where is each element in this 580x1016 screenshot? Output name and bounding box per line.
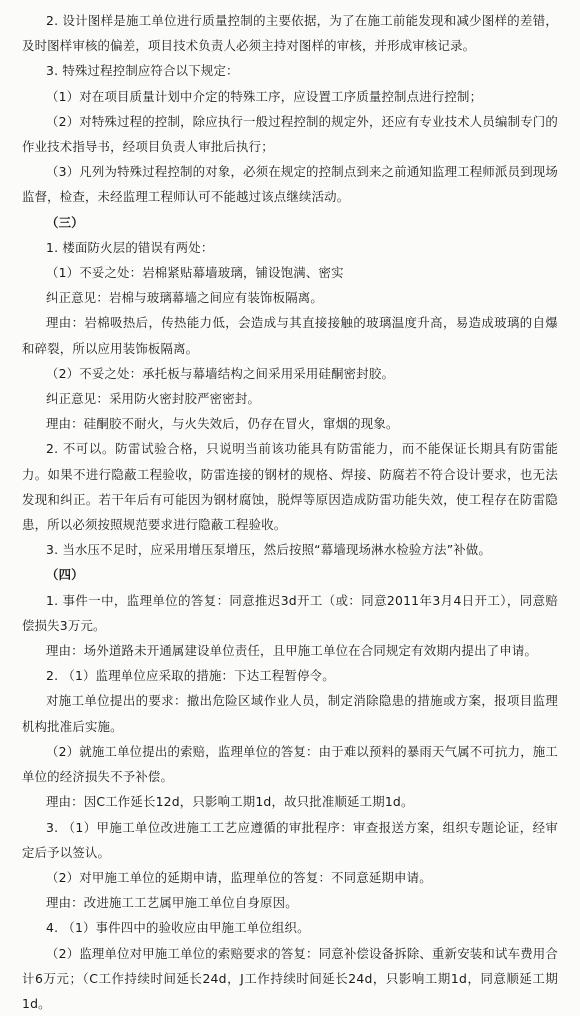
- paragraph: 理由：岩棉吸热后，传热能力低，会造成与其直接接触的玻璃温度升高，易造成玻璃的自爆和碎裂，所以应用装饰板隔离。: [22, 315, 558, 356]
- paragraph: （2）对甲施工单位的延期申请，监理单位的答复：不同意延期申请。: [46, 869, 432, 885]
- paragraph: 3. 特殊过程控制应符合以下规定：: [46, 63, 239, 79]
- paragraph: （2）监理单位对甲施工单位的索赔要求的答复：同意补偿设备拆除、重新安装和试车费用合计6万元；（C工作持续时间延长24d，J工作持续时间延长24d，只影响工期1d，同意顺延工期1d。: [22, 945, 558, 1011]
- paragraph: （3）凡列为特殊过程控制的对象，必须在规定的控制点到来之前通知监理工程师派员到现场监督，检查，未经监理工程师认可不能越过该点继续活动。: [22, 164, 558, 205]
- paragraph: （2）就施工单位提出的索赔，监理单位的答复：由于难以预料的暴雨天气属不可抗力，施工单位的经济损失不予补偿。: [22, 743, 558, 785]
- paragraph: 4. （1）事件四中的验收应由甲施工单位组织。: [46, 920, 310, 936]
- paragraph: （1）不妥之处：岩棉紧贴幕墙玻璃，铺设饱满、密实: [46, 265, 344, 281]
- paragraph: （1）对在项目质量计划中介定的特殊工序，应设置工序质量控制点进行控制；: [46, 88, 483, 104]
- paragraph: 3. （1）甲施工单位改进施工工艺应遵循的审批程序：审查报送方案，组织专题论证，经审定后予以签认。: [22, 819, 558, 860]
- paragraph: 对施工单位提出的要求：撤出危险区域作业人员，制定消除隐患的措施或方案，报项目监理机构批准后实施。: [22, 693, 558, 734]
- paragraph: 纠正意见：岩棉与玻璃幕墙之间应有装饰板隔离。: [46, 290, 323, 306]
- paragraph: 理由：场外道路未开通属建设单位责任，且甲施工单位在合同规定有效期内提出了申请。: [46, 643, 538, 659]
- paragraph: 纠正意见：采用防火密封胶严密密封。: [46, 391, 261, 407]
- paragraph: 2. （1）监理单位应采取的措施：下达工程暂停令。: [46, 668, 335, 684]
- section-heading: （三）: [46, 214, 84, 230]
- section-heading: （四）: [46, 567, 84, 583]
- paragraph: （2）对特殊过程的控制，除应执行一般过程控制的规定外，还应有专业技术人员编制专门的作业技术指导书，经项目负责人审批后执行；: [22, 113, 558, 155]
- paragraph: 2. 不可以。防雷试验合格，只说明当前该功能具有防雷能力，而不能保证长期具有防雷能力。如果不进行隐蔽工程验收，防雷连接的钢材的规格、焊接、防腐若不符合设计要求，也无法发现和纠正。若干年后有可能因为钢材腐蚀，脱焊等原因造成防雷功能失效，使工程存在防雷隐患，所以必须按照规范要求进行隐蔽工程验收。: [22, 441, 558, 533]
- paragraph: 理由：因C工作延长12d，只影响工期1d，故只批准顺延工期1d。: [46, 794, 414, 810]
- paragraph: 2. 设计图样是施工单位进行质量控制的主要依据，为了在施工前能发现和减少图样的差错，及时图样审核的偏差，项目技术负责人必须主持对图样的审核，并形成审核记录。: [22, 13, 558, 54]
- paragraph: 1. 事件一中，监理单位的答复：同意推迟3d开工（或：同意2011年3月4日开工），同意赔偿损失3万元。: [22, 592, 558, 633]
- paragraph: 理由：改进施工工艺属甲施工单位自身原因。: [46, 895, 298, 911]
- paragraph: （2）不妥之处：承托板与幕墙结构之间采用采用硅酮密封胶。: [46, 365, 395, 381]
- paragraph: 1. 楼面防火层的错误有两处：: [46, 239, 214, 255]
- paragraph: 3. 当水压不足时，应采用增压泵增压，然后按照“幕墙现场淋水检验方法”补做。: [46, 542, 492, 558]
- paragraph: 理由：硅酮胶不耐火，与火失效后，仍存在冒火，窜烟的现象。: [46, 416, 399, 432]
